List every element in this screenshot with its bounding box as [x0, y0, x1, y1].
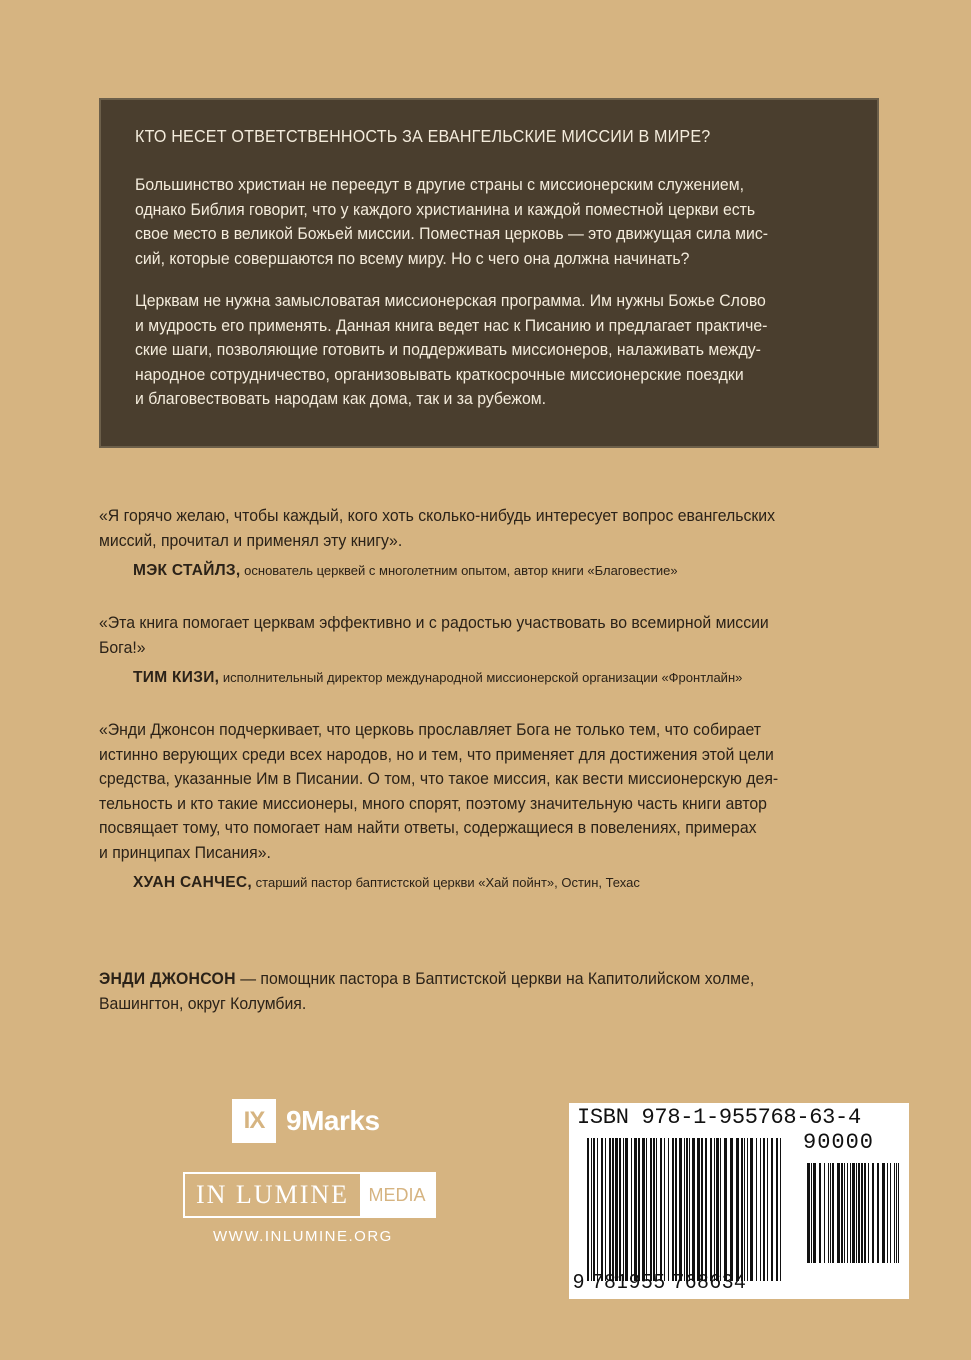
barcode-bar [642, 1138, 645, 1281]
barcode-bar [771, 1138, 773, 1281]
quote-line: истинно верующих среди всех народов, но и тем, что применяет для достижения этой цели [99, 744, 774, 764]
p2-line: ские шаги, позволяющие готовить и поддерживать миссионеров, налаживать между- [135, 340, 761, 359]
author-bio-line: Вашингтон, округ Колумбия. [99, 994, 307, 1013]
barcode-bar [638, 1138, 640, 1281]
endorsement-attribution [133, 666, 889, 691]
barcode-bar [856, 1163, 857, 1263]
p1-line: Большинство христиан не переедут в другие страны с миссионерским служением, [135, 175, 744, 194]
endorsement-2 [99, 611, 889, 691]
quote-line: тельность и кто такие миссионеры, много спорят, поэтому значительную часть книги автор [99, 793, 767, 813]
p2-line: Церквам не нужна замысловатая миссионерская программа. Им нужны Божье Слово [135, 291, 766, 310]
endorsement-attribution [133, 559, 889, 584]
author-bio-line: — помощник пастора в Баптистской церкви на Капитолийском холме, [235, 969, 755, 988]
barcode-bar [819, 1163, 821, 1263]
barcode-bar [615, 1138, 618, 1281]
barcode-bar [697, 1138, 700, 1281]
endorsement-3 [99, 718, 889, 896]
inlumine-name: IN LUMINE [195, 1180, 350, 1209]
barcode-bar [675, 1138, 677, 1281]
barcode-bar [587, 1138, 589, 1281]
description-heading: КТО НЕСЕТ ОТВЕТСТВЕННОСТЬ ЗА ЕВАНГЕЛЬСКИЕ МИССИИ В МИРЕ? [135, 126, 711, 146]
barcode-bar [858, 1163, 860, 1263]
barcode-bar [664, 1138, 665, 1281]
barcode-bar [591, 1138, 592, 1281]
publisher-url: WWW.INLUMINE.ORG [213, 1228, 393, 1245]
p1-line: сий, которые совершаются по всему миру. Но с чего она должна начинать? [135, 248, 690, 268]
p1-line: свое место в великой Божьей миссии. Поместная церковь — это движущая сила мис- [135, 224, 769, 243]
barcode-bar [710, 1138, 712, 1281]
barcode-bar [601, 1138, 603, 1281]
barcode-bar [634, 1138, 637, 1281]
barcode-bar [861, 1163, 863, 1263]
quote-line: посвящает тому, что помогает нам найти ответы, содержащиеся в повелениях, примерах [99, 818, 757, 837]
barcode-bar [760, 1138, 761, 1281]
barcode-bar [776, 1138, 778, 1281]
barcode-bar [724, 1138, 727, 1281]
barcode-bar [741, 1138, 743, 1281]
barcode-bar [593, 1138, 595, 1281]
isbn-text: ISBN 978-1-955768-63-4 [577, 1105, 861, 1130]
barcode-bar [692, 1138, 695, 1281]
barcode-bar [828, 1163, 829, 1263]
barcode-bars [569, 1103, 909, 1299]
barcode-bar [631, 1138, 632, 1281]
barcode-bar [896, 1163, 897, 1263]
barcode-bar [747, 1138, 748, 1281]
barcode-bar [720, 1138, 721, 1281]
quote-line: «Энди Джонсон подчеркивает, что церковь прославляет Бога не только тем, что собирает [99, 720, 761, 739]
barcode-bar [850, 1163, 851, 1263]
barcode-bar [689, 1138, 690, 1281]
quote-line: миссий, прочитал и применял эту книгу». [99, 530, 403, 550]
author-bio [99, 966, 899, 1016]
barcode-bar [714, 1138, 715, 1281]
barcode-bar [890, 1163, 891, 1263]
barcode-bar [660, 1138, 662, 1281]
9marks-logo [232, 1098, 380, 1144]
barcode-bar [705, 1138, 707, 1281]
barcode-bar [684, 1138, 685, 1281]
author-name: ЭНДИ ДЖОНСОН [99, 969, 236, 988]
endorsement-text [99, 718, 885, 865]
inlumine-logo [183, 1172, 436, 1218]
p2-line: и благовествовать народам как дома, так и за рубежом. [135, 389, 547, 408]
author-bio-text [99, 966, 894, 1016]
barcode-bar [646, 1138, 647, 1281]
barcode-bar [650, 1138, 652, 1281]
barcode-bar [824, 1163, 825, 1263]
barcode-bar [807, 1163, 810, 1263]
inlumine-media: MEDIA [360, 1174, 434, 1216]
description-box [99, 98, 879, 448]
barcode-bar [813, 1163, 816, 1263]
barcode-bar [744, 1138, 745, 1281]
barcode-bar [679, 1138, 682, 1281]
barcode-bar [868, 1163, 869, 1263]
barcode-bar [625, 1138, 628, 1281]
barcode-bar [736, 1138, 739, 1281]
barcode-bar [780, 1138, 781, 1281]
barcode-bar [763, 1138, 765, 1281]
barcode-bar [668, 1138, 669, 1281]
endorsement-text [99, 611, 885, 660]
barcode-bar [656, 1138, 657, 1281]
endorsement-1 [99, 504, 889, 584]
description-paragraph-2 [135, 289, 851, 412]
barcode-bar [852, 1163, 855, 1263]
barcode-bar [750, 1138, 753, 1281]
endorsement-attribution [133, 871, 889, 896]
barcode-bar [841, 1163, 843, 1263]
ix-mark: IX [232, 1099, 276, 1143]
quote-line: «Эта книга помогает церквам эффективно и с радостью участвовать во всемирной миссии [99, 613, 769, 632]
endorser-name: ТИМ КИЗИ, [133, 669, 220, 686]
endorser-name: МЭК СТАЙЛЗ, [133, 562, 241, 579]
barcode-bar [653, 1138, 655, 1281]
p1-line: однако Библия говорит, что у каждого христианина и каждой поместной церкви есть [135, 199, 756, 219]
barcode-bar [864, 1163, 866, 1263]
p2-line: и мудрость его применять. Данная книга ведет нас к Писанию и предлагает практиче- [135, 315, 768, 335]
barcode-bar [830, 1163, 831, 1263]
9marks-name: 9Marks [286, 1105, 380, 1136]
barcode-bar [619, 1138, 621, 1281]
barcode-bar [882, 1163, 885, 1263]
price-code: 90000 [803, 1130, 875, 1155]
barcode-bar [837, 1163, 840, 1263]
barcode-bar [844, 1163, 845, 1263]
barcode-bar [756, 1138, 757, 1281]
endorser-role: старший пастор баптистской церкви «Хай пойнт», Остин, Техас [252, 875, 640, 890]
isbn-barcode [569, 1103, 909, 1299]
barcode-bar [832, 1163, 834, 1263]
barcode-bar [872, 1163, 874, 1263]
barcode-bar [811, 1163, 812, 1263]
quote-line: «Я горячо желаю, чтобы каждый, кого хоть сколько-нибудь интересует вопрос евангельских [99, 506, 776, 525]
barcode-bar [623, 1138, 624, 1281]
barcode-bar [716, 1138, 719, 1281]
endorser-name: ХУАН САНЧЕС, [133, 874, 253, 891]
barcode-bar [609, 1138, 611, 1281]
barcode-digits: 9 781955 768634 [573, 1271, 747, 1293]
endorser-role: основатель церквей с многолетним опытом, автор книги «Благовестие» [240, 563, 678, 578]
barcode-bar [612, 1138, 614, 1281]
endorsement-text [99, 504, 885, 553]
barcode-bar [898, 1163, 899, 1263]
barcode-bar [597, 1138, 598, 1281]
description-paragraph-1 [135, 173, 851, 271]
barcode-bar [887, 1163, 888, 1263]
endorser-role: исполнительный директор международной миссионерской организации «Фронтлайн» [219, 670, 743, 685]
barcode-bar [701, 1138, 703, 1281]
quote-line: Бога!» [99, 637, 146, 657]
barcode-bar [605, 1138, 606, 1281]
barcode-bar [686, 1138, 688, 1281]
barcode-bar [672, 1138, 674, 1281]
barcode-bar [877, 1163, 879, 1263]
barcode-bar [730, 1138, 733, 1281]
quote-line: средства, указанные Им в Писании. О том, что такое миссия, как вести миссионерскую дея- [99, 769, 779, 788]
p2-line: народное сотрудничество, организовывать краткосрочные миссионерские поездки [135, 364, 744, 384]
barcode-bar [847, 1163, 848, 1263]
barcode-bar [894, 1163, 895, 1263]
barcode-bar [767, 1138, 768, 1281]
quote-line: и принципах Писания». [99, 842, 271, 862]
